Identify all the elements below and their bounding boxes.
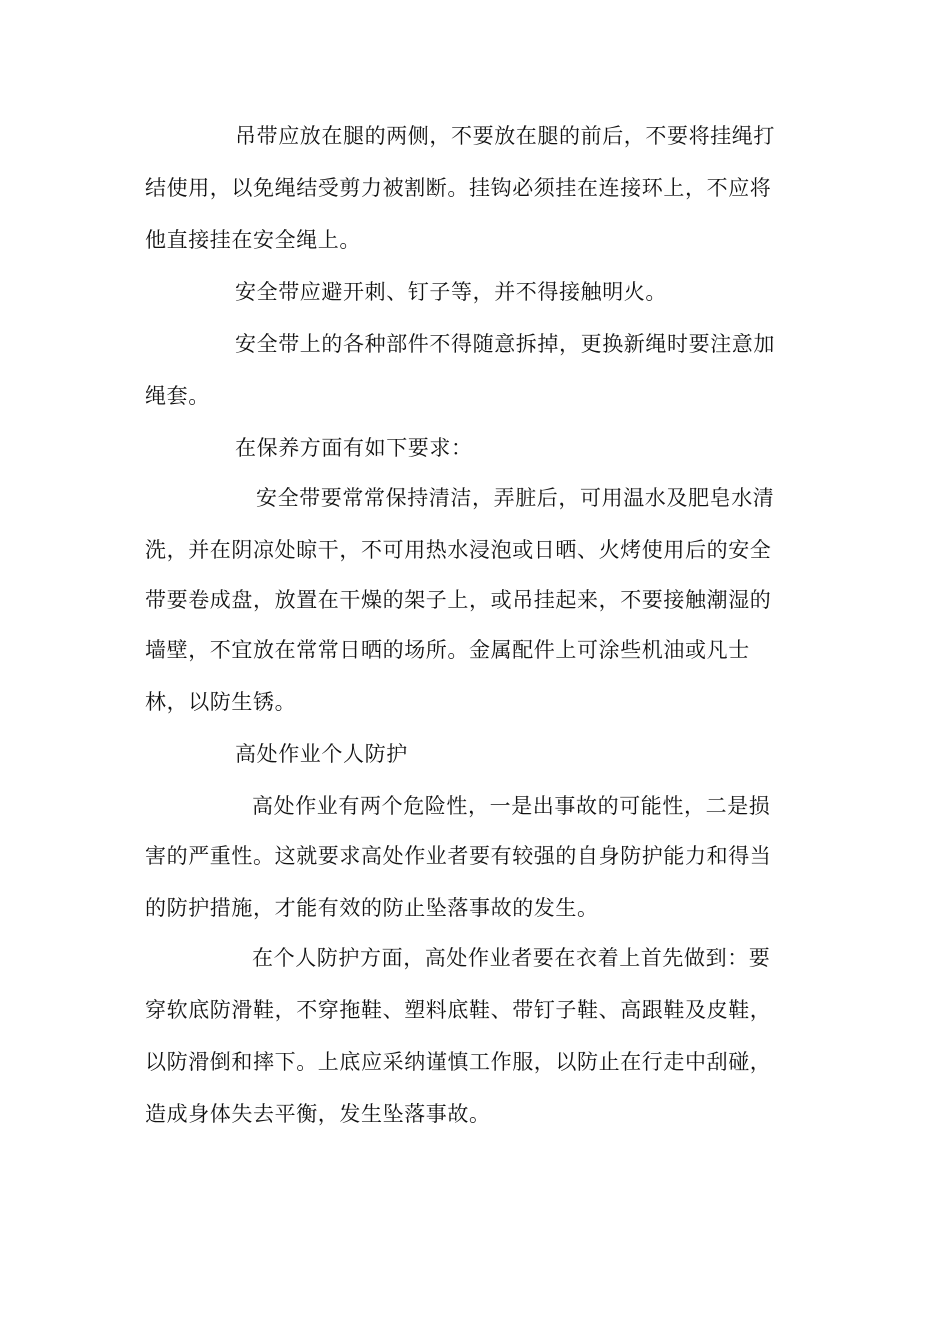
text-line: 的防护措施，才能有效的防止坠落事故的发生。 — [145, 896, 599, 920]
text-line: 绳套。 — [145, 384, 210, 408]
section-heading: 高处作业个人防护 — [235, 742, 408, 766]
text-line: 害的严重性。这就要求高处作业者要有较强的自身防护能力和得当 — [145, 844, 772, 868]
text-line: 墙壁，不宜放在常常日晒的场所。金属配件上可涂些机油或凡士 — [145, 638, 750, 662]
text-line: 以防滑倒和摔下。上底应采纳谨慎工作服，以防止在行走中刮碰， — [145, 1050, 772, 1074]
text-line: 他直接挂在安全绳上。 — [145, 228, 361, 252]
text-line: 结使用，以免绳结受剪力被割断。挂钩必须挂在连接环上，不应将 — [145, 176, 772, 200]
text-line: 吊带应放在腿的两侧，不要放在腿的前后，不要将挂绳打 — [235, 124, 775, 148]
text-line: 造成身体失去平衡，发生坠落事故。 — [145, 1102, 491, 1126]
text-line: 在个人防护方面，高处作业者要在衣着上首先做到：要 — [252, 946, 771, 970]
text-line: 安全带要常常保持清洁，弄脏后，可用温水及肥皂水清 — [256, 486, 775, 510]
text-line: 带要卷成盘，放置在干燥的架子上，或吊挂起来，不要接触潮湿的 — [145, 588, 772, 612]
text-line: 安全带上的各种部件不得随意拆掉，更换新绳时要注意加 — [235, 332, 775, 356]
text-line: 林，以防生锈。 — [145, 690, 297, 714]
text-line: 洗，并在阴凉处晾干，不可用热水浸泡或日晒、火烤使用后的安全 — [145, 538, 772, 562]
text-line: 穿软底防滑鞋，不穿拖鞋、塑料底鞋、带钉子鞋、高跟鞋及皮鞋， — [145, 998, 772, 1022]
text-line: 高处作业有两个危险性，一是出事故的可能性，二是损 — [252, 794, 771, 818]
text-line: 安全带应避开刺、钉子等，并不得接触明火。 — [235, 280, 667, 304]
text-line: 在保养方面有如下要求： — [235, 436, 473, 460]
